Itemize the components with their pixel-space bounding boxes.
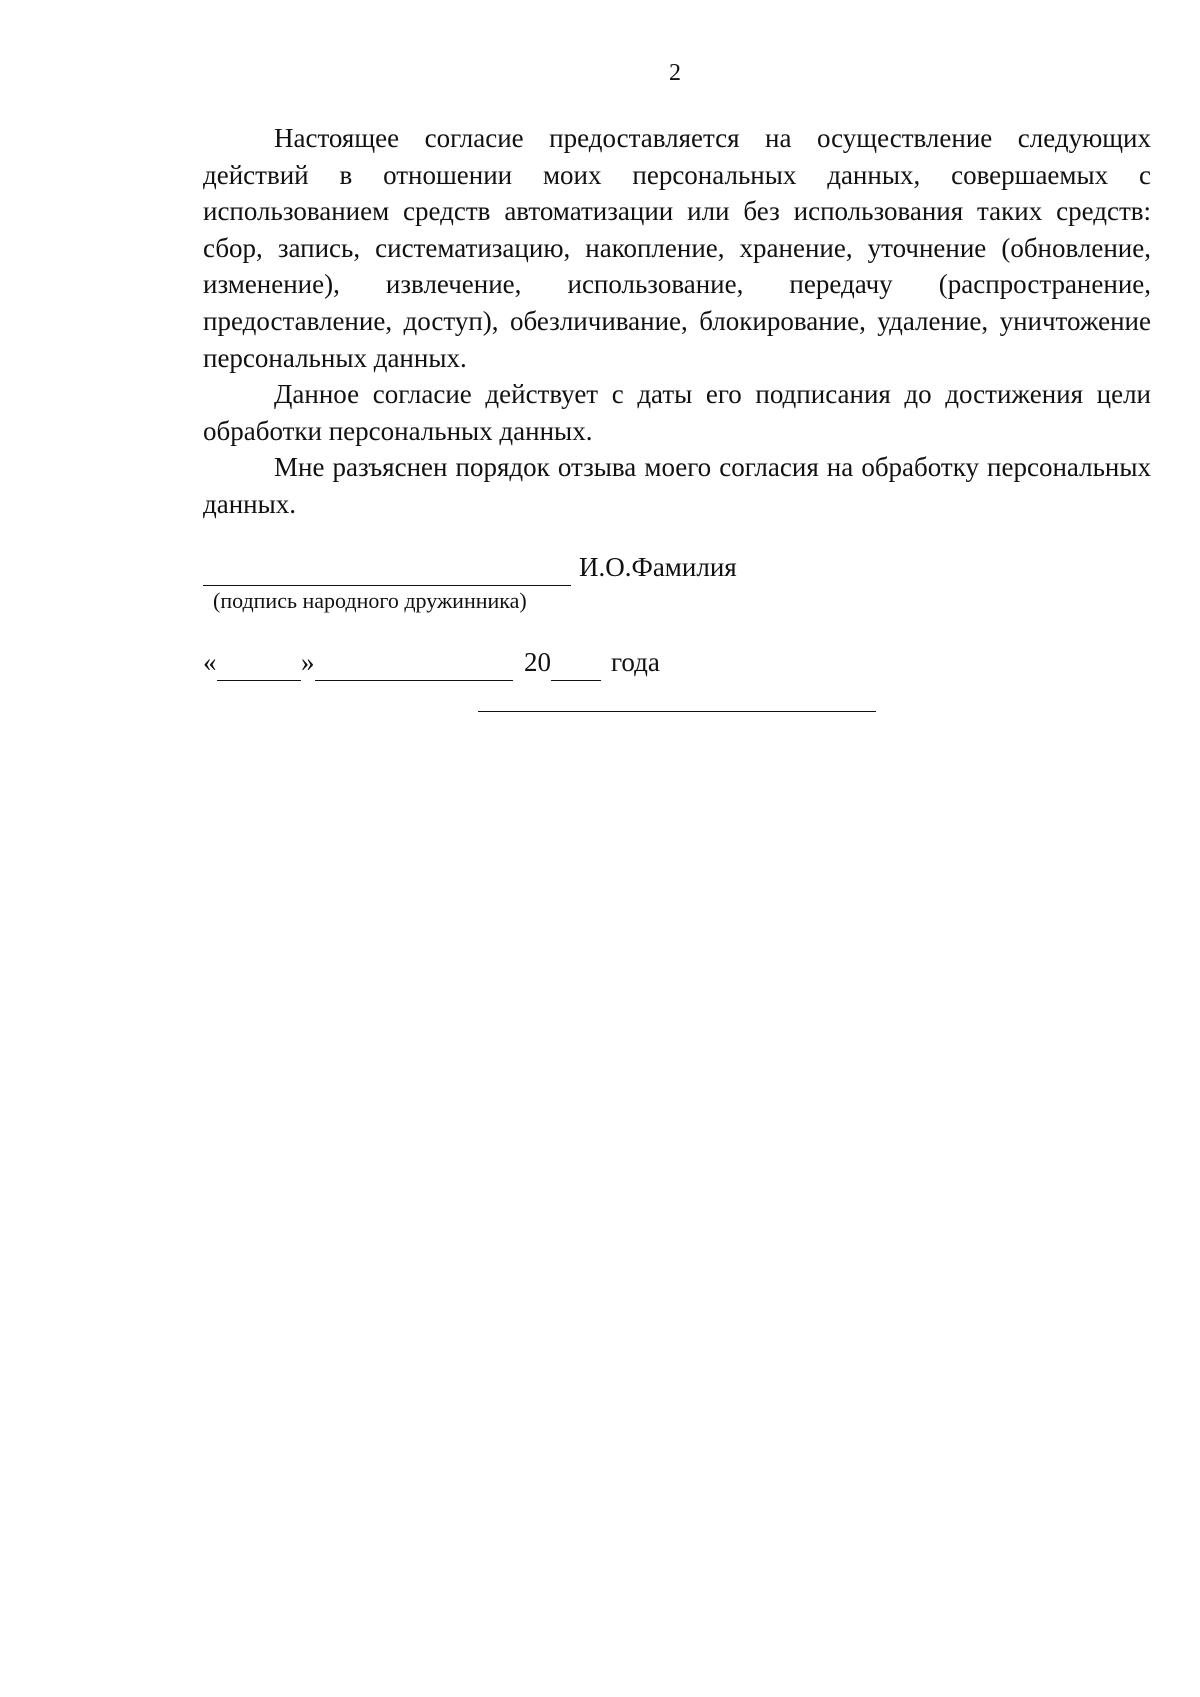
- paragraph-withdrawal-procedure: Мне разъяснен порядок отзыва моего согласия на обработку персональных данных.: [203, 452, 1151, 519]
- date-close-quote: »: [301, 647, 315, 677]
- year-suffix: года: [611, 647, 660, 677]
- signatory-name: И.О.Фамилия: [579, 552, 737, 582]
- day-blank: [217, 680, 301, 681]
- year-prefix: 20: [524, 647, 551, 677]
- paragraph-consent-actions: Настоящее согласие предоставляется на осуществление следующих действий в отношении моих персональных данных, совершаемых с использованием средств автоматизации или без использования таких средств: сбор, запись, систематизацию, накопление, хранение, уточнение (обновление, изменение), извлечение, использование, передачу (распространение, предоставление, доступ), обезличивание, блокирование, удаление, уничтожение персональных данных.: [203, 123, 1151, 373]
- signature-caption: (подпись народного дружинника): [213, 588, 527, 613]
- signature-line: [203, 585, 571, 586]
- month-blank: [315, 680, 513, 681]
- page-number: 2: [669, 60, 681, 86]
- year-blank: [551, 680, 601, 681]
- paragraph-consent-validity: Данное согласие действует с даты его подписания до достижения цели обработки персональных данных.: [203, 379, 1151, 446]
- consent-body: [203, 120, 1151, 523]
- closing-rule: [478, 711, 876, 712]
- date-line: [203, 647, 803, 687]
- date-open-quote: «: [203, 647, 217, 677]
